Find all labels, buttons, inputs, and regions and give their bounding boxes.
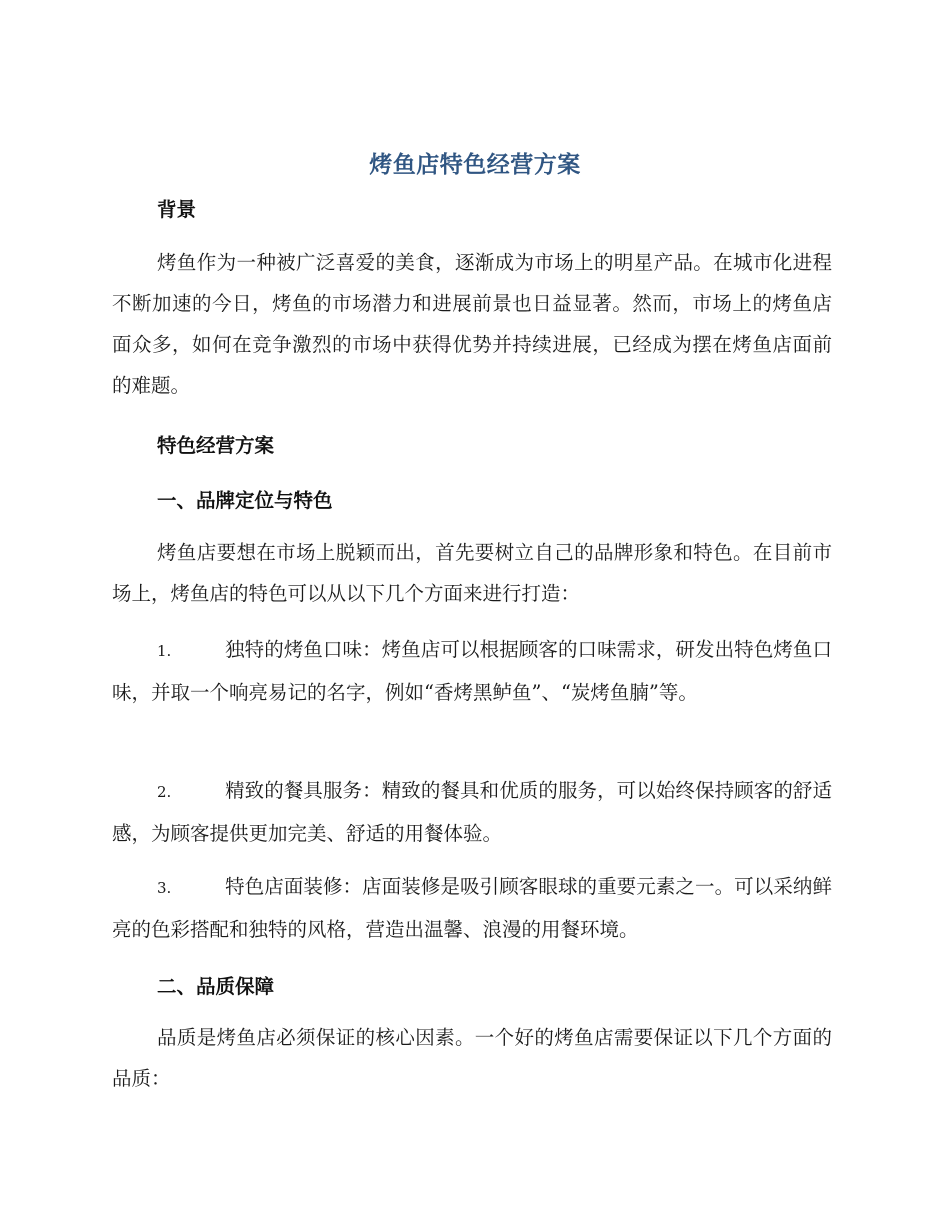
heading-background: 背景 bbox=[157, 198, 197, 221]
list-item bbox=[112, 629, 832, 713]
paragraph-brand: 烤鱼店要想在市场上脱颖而出，首先要树立自己的品牌形象和特色。在目前市场上，烤鱼店的特色可以从以下几个方面来进行打造： bbox=[112, 541, 832, 605]
list-item bbox=[112, 866, 832, 950]
heading-plan: 特色经营方案 bbox=[157, 434, 275, 457]
heading-brand: 一、品牌定位与特色 bbox=[157, 489, 333, 512]
list-item bbox=[112, 770, 832, 854]
list-item-text: 独特的烤鱼口味：烤鱼店可以根据顾客的口味需求，研发出特色烤鱼口味，并取一个响亮易记的名字，例如“香烤黑鲈鱼”、“炭烤鱼腩”等。 bbox=[112, 638, 832, 704]
heading-quality: 二、品质保障 bbox=[157, 975, 275, 998]
list-item-number: 2. bbox=[157, 783, 172, 801]
list-item-text: 精致的餐具服务：精致的餐具和优质的服务，可以始终保持顾客的舒适感，为顾客提供更加完美、舒适的用餐体验。 bbox=[112, 779, 832, 845]
list-item-text: 特色店面装修：店面装修是吸引顾客眼球的重要元素之一。可以采纳鲜亮的色彩搭配和独特的风格，营造出温馨、浪漫的用餐环境。 bbox=[112, 875, 832, 941]
list-item-number: 3. bbox=[157, 879, 172, 897]
paragraph-background: 烤鱼作为一种被广泛喜爱的美食，逐渐成为市场上的明星产品。在城市化进程不断加速的今日，烤鱼的市场潜力和进展前景也日益显著。然而，市场上的烤鱼店面众多，如何在竞争激烈的市场中获得优势并持续进展，已经成为摆在烤鱼店面前的难题。 bbox=[112, 251, 832, 397]
paragraph-quality: 品质是烤鱼店必须保证的核心因素。一个好的烤鱼店需要保证以下几个方面的品质： bbox=[112, 1026, 832, 1090]
list-item-number: 1. bbox=[157, 642, 172, 660]
document-title: 烤鱼店特色经营方案 bbox=[369, 152, 581, 178]
